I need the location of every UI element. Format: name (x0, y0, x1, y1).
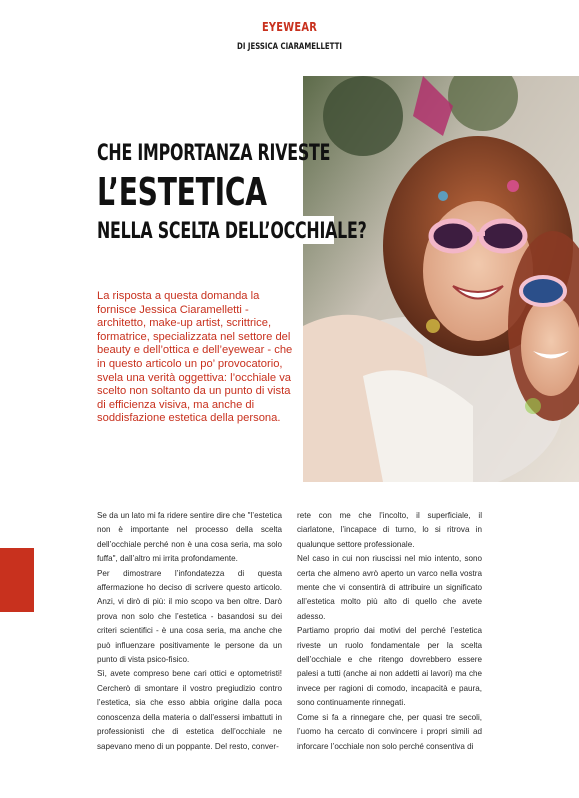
headline-line-3: NELLA SCELTA DELL’OCCHIALE? (97, 219, 367, 244)
body-paragraph: Per dimostrare l’infondatezza di questa affermazione ho deciso di scrivere questo articolo. Anzi, vi dirò di più: il mio scopo va ben oltre. Darò prova non solo che l’estetica - basandosi su dei criteri scientifici - è una cosa seria, ma anche che può influenzare positivamente le persone da un punto di vista psico-fisico. (97, 568, 282, 665)
body-paragraph: Se da un lato mi fa ridere sentire dire che "l’estetica non è importante nel processo della scelta dell’occhiale perché non è una cosa seria, ma solo fuffa", dall’altro mi irrita profondamente. (97, 511, 282, 564)
body-column-left (97, 509, 282, 754)
author-byline: DI JESSICA CIARAMELLETTI (237, 42, 342, 52)
body-paragraph: rete con me che l’incolto, il superficiale, il ciarlatone, l’incapace di turno, lo si ritrova in qualunque settore professionale. (297, 511, 482, 549)
hero-photo-illustration (303, 76, 579, 482)
body-paragraph: Come si fa a rinnegare che, per quasi tre secoli, l’uomo ha cercato di convincere i propri simili ad inforcare l’occhiale non solo perché consentiva di (297, 712, 482, 751)
red-page-tab (0, 548, 34, 612)
body-paragraph: Sì, avete compreso bene cari ottici e optometristi! Cercherò di smontare il vostro pregiudizio contro l’estetica, sia che esso abbia origine dalla poca conoscenza della materia o dall’essersi imbattuti in professionisti che di estetica dell’occhiale ne sapevano meno di un poppante. Del resto, conver- (97, 669, 282, 751)
body-column-right (297, 509, 482, 754)
body-paragraph: Partiamo proprio dai motivi del perché l’estetica riveste un ruolo fondamentale per la scelta dell’occhiale e che ritengo dovrebbero essere palesi a tutti (anche ai non addetti ai lavori) ma che invece per ragioni di comodo, incapacità e paura, sono continuamente rinnegati. (297, 626, 482, 708)
headline-line-1: CHE IMPORTANZA RIVESTE (97, 141, 331, 166)
headline-line-2: L’ESTETICA (97, 170, 267, 214)
body-paragraph: Nel caso in cui non riuscissi nel mio intento, sono certa che almeno avrò aperto un varco nella vostra mente che vi consentirà di attribuire un significato all’estetica molto più alto di quello che avete adesso. (297, 554, 482, 621)
hero-photo (303, 76, 579, 482)
section-label: EYEWEAR (261, 20, 318, 34)
lead-paragraph: La risposta a questa domanda la fornisce Jessica Ciaramelletti - architetto, make-up artist, scrittrice, formatrice, specializzata nel settore del beauty e dell’ottica e dell’eyewear - che in questo articolo un po’ provocatorio, svela una verità oggettiva: l’occhiale va scelto non soltanto da un punto di vista di efficienza visiva, ma anche di soddisfazione estetica della persona. (97, 290, 293, 425)
